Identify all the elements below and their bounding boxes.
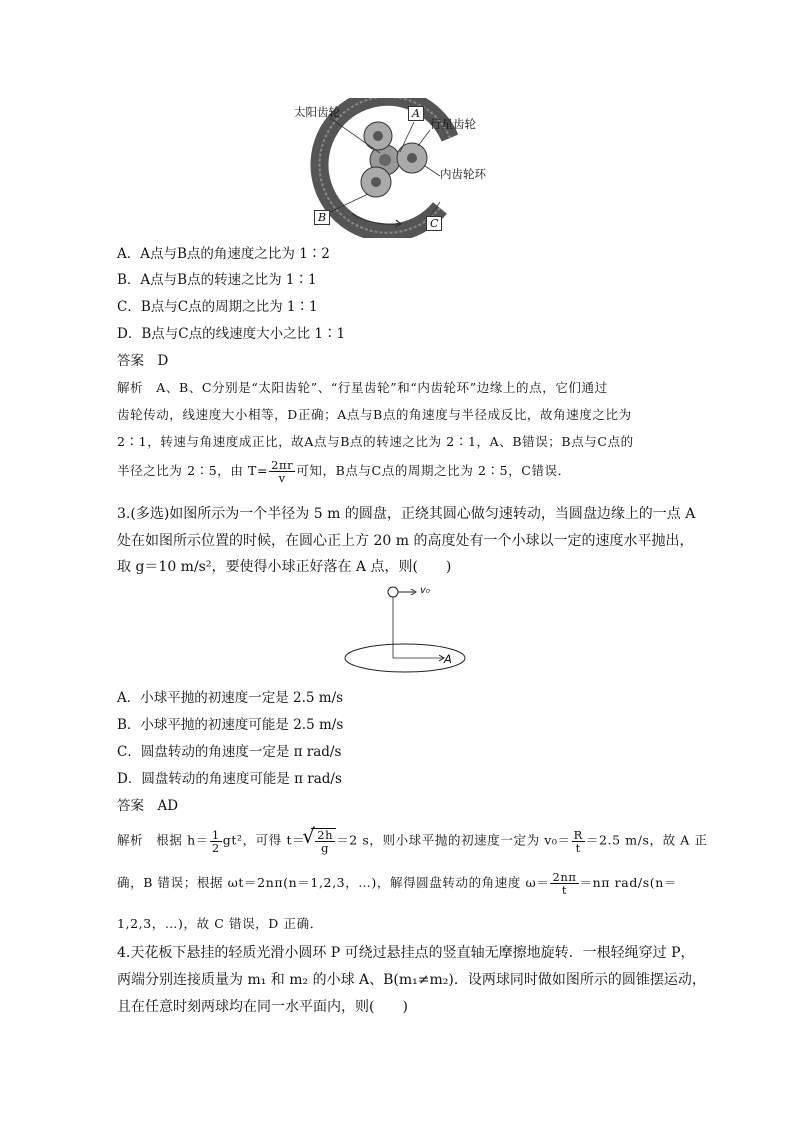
q2-option-d: D．B点与C点的线速度大小之比 1∶1 bbox=[117, 326, 346, 342]
label-point-a: A bbox=[408, 106, 424, 121]
q2-analysis-line-2: 齿轮传动，线速度大小相等，D正确；A点与B点的角速度与半径成反比，故角速度之比为 bbox=[117, 407, 632, 422]
period-fraction-den: v bbox=[278, 471, 286, 485]
q3-option-b: B．小球平抛的初速度可能是 2.5 m/s bbox=[117, 717, 344, 733]
q4-stem-line-1: 4.天花板下悬挂的轻质光滑小圆环 P 可绕过悬挂点的竖直轴无摩擦地旋转．一根轻绳穿过 P， bbox=[117, 945, 695, 961]
q3-analysis-2b: ＝nπ rad/s(n＝ bbox=[579, 875, 677, 890]
q3-stem-line-3: 取 g＝10 m/s²，要使得小球正好落在 A 点，则( ) bbox=[117, 559, 452, 575]
sqrt-fraction bbox=[315, 829, 335, 854]
q2-analysis-line-4-end: 可知，B点与C点的周期之比为 2∶5，C错误． bbox=[296, 463, 571, 478]
rt-fraction-den: t bbox=[575, 840, 581, 855]
omega-fraction-den: t bbox=[561, 883, 568, 897]
disk-figure bbox=[340, 582, 470, 674]
sqrt-fraction-den: g bbox=[321, 841, 330, 855]
q2-answer: 答案 D bbox=[117, 353, 169, 369]
q3-stem-line-2: 处在如图所示位置的时候，在圆心正上方 20 m 的高度处有一个小球以一定的速度水平抛出， bbox=[117, 533, 694, 549]
q3-analysis-2a: 确，B 错误；根据 ωt＝2nπ(n＝1,2,3，…)，解得圆盘转动的角速度 ω＝ bbox=[117, 875, 550, 890]
label-point-a-disk: A bbox=[444, 652, 452, 666]
q2-option-c: C．B点与C点的周期之比为 1∶1 bbox=[117, 299, 318, 315]
q3-stem-line-1: 3.(多选)如图所示为一个半径为 5 m 的圆盘，正绕其圆心做匀速转动，当圆盘边缘上的一点 A bbox=[117, 506, 696, 522]
omega-fraction-num: 2nπ bbox=[552, 870, 577, 884]
label-ring-gear: 内齿轮环 bbox=[440, 167, 486, 181]
half-fraction bbox=[210, 829, 222, 854]
half-fraction-den: 2 bbox=[211, 840, 220, 855]
q3-answer: 答案 AD bbox=[117, 798, 179, 814]
half-fraction-num: 1 bbox=[211, 827, 220, 842]
q3-analysis-1c: ＝2 s，则小球平抛的初速度一定为 v₀＝ bbox=[336, 832, 571, 848]
label-point-c: C bbox=[426, 216, 442, 231]
sqrt-expression bbox=[311, 828, 336, 854]
rt-fraction bbox=[572, 829, 585, 854]
q4-stem-line-3: 且在任意时刻两球均在同一水平面内，则( ) bbox=[117, 999, 408, 1015]
q2-analysis-line-4-text: 半径之比为 2∶5，由 T= bbox=[117, 463, 269, 478]
q3-option-c: C．圆盘转动的角速度一定是 π rad/s bbox=[117, 744, 342, 760]
q3-analysis-1d: ＝2.5 m/s，故 A 正 bbox=[585, 832, 708, 848]
q3-option-a: A．小球平抛的初速度一定是 2.5 m/s bbox=[117, 690, 344, 706]
q2-option-a: A．A点与B点的角速度之比为 1∶2 bbox=[117, 246, 330, 262]
q3-analysis-line-1 bbox=[117, 828, 708, 854]
q2-option-b: B．A点与B点的转速之比为 1∶1 bbox=[117, 272, 317, 288]
q3-analysis-line-3: 1,2,3，…)，故 C 错误，D 正确． bbox=[117, 916, 323, 931]
q2-analysis-line-1: 解析 A、B、C分别是“太阳齿轮”、“行星齿轮”和“内齿轮环”边缘上的点，它们通过 bbox=[117, 380, 608, 395]
q3-option-d: D．圆盘转动的角速度可能是 π rad/s bbox=[117, 771, 342, 787]
q2-analysis-line-3: 2∶1，转速与角速度成正比，故A点与B点的转速之比为 2∶1，A、B错误；B点与C点的 bbox=[117, 434, 634, 449]
q3-analysis-line-2 bbox=[117, 871, 677, 896]
sqrt-fraction-num: √ 2h bbox=[317, 828, 334, 842]
period-fraction-num: 2πr bbox=[271, 458, 294, 472]
omega-fraction bbox=[550, 871, 578, 896]
label-planet-gear: 行星齿轮 bbox=[430, 117, 476, 131]
rt-fraction-num: R bbox=[573, 827, 583, 842]
gear-figure bbox=[290, 98, 520, 238]
label-v0: v₀ bbox=[420, 585, 430, 596]
q3-analysis-1a: 解析 根据 h＝ bbox=[117, 832, 209, 848]
q4-stem-line-2: 两端分别连接质量为 m₁ 和 m₂ 的小球 A、B(m₁≠m₂)．设两球同时做如图所示的圆锥摆运动， bbox=[117, 972, 706, 988]
q3-analysis-1b: gt²，可得 t＝ bbox=[222, 832, 306, 848]
period-fraction bbox=[269, 459, 295, 484]
q2-analysis-line-4 bbox=[117, 459, 571, 484]
label-sun-gear: 太阳齿轮 bbox=[294, 105, 340, 119]
label-point-b: B bbox=[314, 210, 330, 225]
